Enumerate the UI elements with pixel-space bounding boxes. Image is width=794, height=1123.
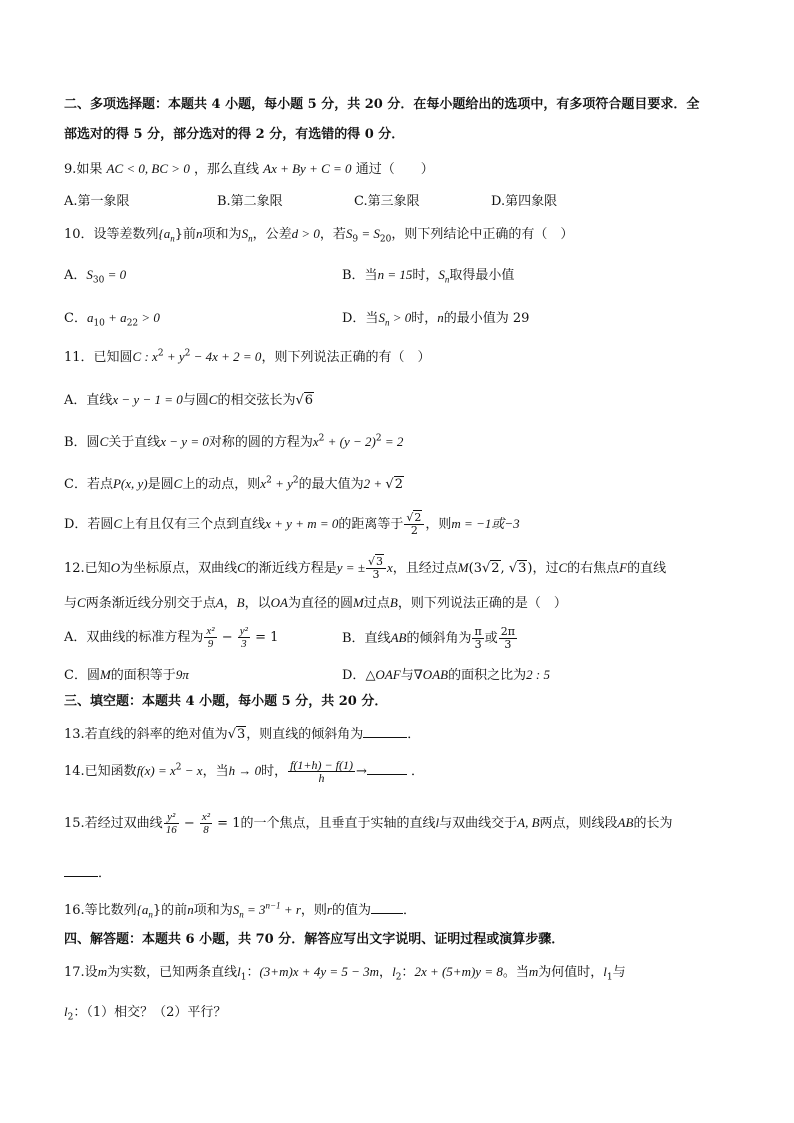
question-11-option-d[interactable]: D．若圆C上有且仅有三个点到直线x + y + m = 0的距离等于 $\frac{√2}{2}$ ，则m = −1或−3 (64, 511, 520, 537)
question-11: 11．已知圆C : $x^2 + y^2 - 4x + 2 = 0$，则下列说法正确的有（ ） (64, 348, 431, 365)
option-b[interactable]: B．当n = 15时，$S_n$取得最小值 (342, 267, 515, 285)
option-a[interactable]: A.第一象限 (64, 194, 130, 209)
answer-blank[interactable] (363, 725, 407, 738)
answer-blank[interactable] (371, 901, 403, 914)
option-b[interactable]: B．直线AB的倾斜角为 $\frac{\pi}{3}$ 或 $\frac{2\pi}{3}$ (342, 625, 515, 651)
question-11-option-c[interactable]: C．若点P(x, y)是圆C上的动点，则$x^2 + y^2$的最大值为2 + √2 (64, 475, 403, 492)
question-9-options (64, 193, 724, 211)
question-12: 12.已知O为坐标原点，双曲线C的渐近线方程是y = ± $\frac{√3}{3}$ x，且经过点M(3√2, √3)，过C的右焦点F的直线 (64, 555, 667, 581)
question-10: 10．设等差数列$\{a_n\}$前n项和为$S_n$，公差d > 0，若$S_9 = S_{20}$，则下列结论中正确的有（ ） (64, 226, 574, 245)
question-11-option-b[interactable]: B．圆C关于直线x − y = 0对称的圆的方程为$x^2 + (y - 2)^2 = 2$ (64, 433, 404, 450)
question-13: 13.若直线的斜率的绝对值为√3，则直线的倾斜角为 ． (64, 727, 421, 742)
option-a[interactable]: A．$S_{30} = 0$ (64, 267, 127, 286)
option-c[interactable]: C.第三象限 (354, 194, 420, 209)
question-14: 14.已知函数$f(x) = x^2 - x$，当h → 0时， $\frac{f(1+h) - f(1)}{h}$ → ． (64, 758, 425, 785)
option-c[interactable]: C．$a_{10} + a_{22} > 0$ (64, 310, 160, 329)
question-16: 16.等比数列$\{a_n\}$的前n项和为$S_n = 3^{n-1} + r$，则r的值为 ． (64, 900, 417, 920)
question-11-option-a[interactable]: A．直线x − y − 1 = 0与圆C的相交弦长为√6 (64, 392, 314, 408)
question-10-options-ab (64, 266, 724, 285)
section2-header-line2: 部选对的得 5 分，部分选对的得 2 分，有选错的得 0 分． (64, 127, 405, 142)
question-9: 9.如果 AC < 0, BC > 0 ，那么直线 Ax + By + C = 0 通过（ ） (64, 161, 434, 177)
answer-blank[interactable] (64, 864, 98, 877)
option-a[interactable]: A．双曲线的标准方程为 $\frac{\text{x²}}{9}$ − $\frac{\text{y²}}{3}$ = 1 (64, 625, 279, 650)
option-d[interactable]: D.第四象限 (491, 194, 558, 209)
question-15-answer: ． (64, 864, 111, 883)
question-12-options-cd (64, 666, 724, 685)
section4-header: 四、解答题：本题共 6 小题，共 70 分．解答应写出文字说明、证明过程或演算步骤． (64, 932, 565, 947)
question-12-options-ab (64, 624, 724, 652)
question-10-options-cd (64, 309, 724, 328)
section2-header-line1: 二、多项选择题：本题共 4 小题，每小题 5 分，共 20 分．在每小题给出的选项中，有多项符合题目要求．全 (64, 97, 700, 112)
question-17: 17.设m为实数，已知两条直线$l_1$：(3+m)x + 4y = 5 − 3m，$l_2$：2x + (5+m)y = 8。当m为何值时，$l_1$与 (64, 964, 626, 983)
fraction: $\frac{√2}{2}$ (404, 512, 424, 537)
section3-header: 三、填空题：本题共 4 小题，每小题 5 分，共 20 分． (64, 694, 388, 709)
option-b[interactable]: B.第二象限 (217, 194, 283, 209)
question-17-line2: $l_2$：（1）相交？（2）平行？ (64, 1004, 227, 1023)
question-12-line2: 与C两条渐近线分别交于点A，B，以OA为直径的圆M过点B，则下列说法正确的是（ ） (64, 595, 567, 611)
answer-blank[interactable] (367, 762, 407, 775)
option-c[interactable]: C．圆M的面积等于9π (64, 667, 189, 683)
sqrt-symbol: √6 (295, 393, 314, 408)
option-d[interactable]: D．△OAF与∇OAB的面积之比为2 : 5 (342, 667, 550, 683)
question-15: 15.若经过双曲线 $\frac{\text{y²}}{16}$ − $\frac{\text{x²}}{8}$ = 1的一个焦点，且垂直于实轴的直线l与双曲线交于A, B两点，则线段AB的长为 (64, 811, 673, 836)
option-d[interactable]: D．当$S_n > 0$时，n的最小值为 29 (342, 310, 530, 328)
